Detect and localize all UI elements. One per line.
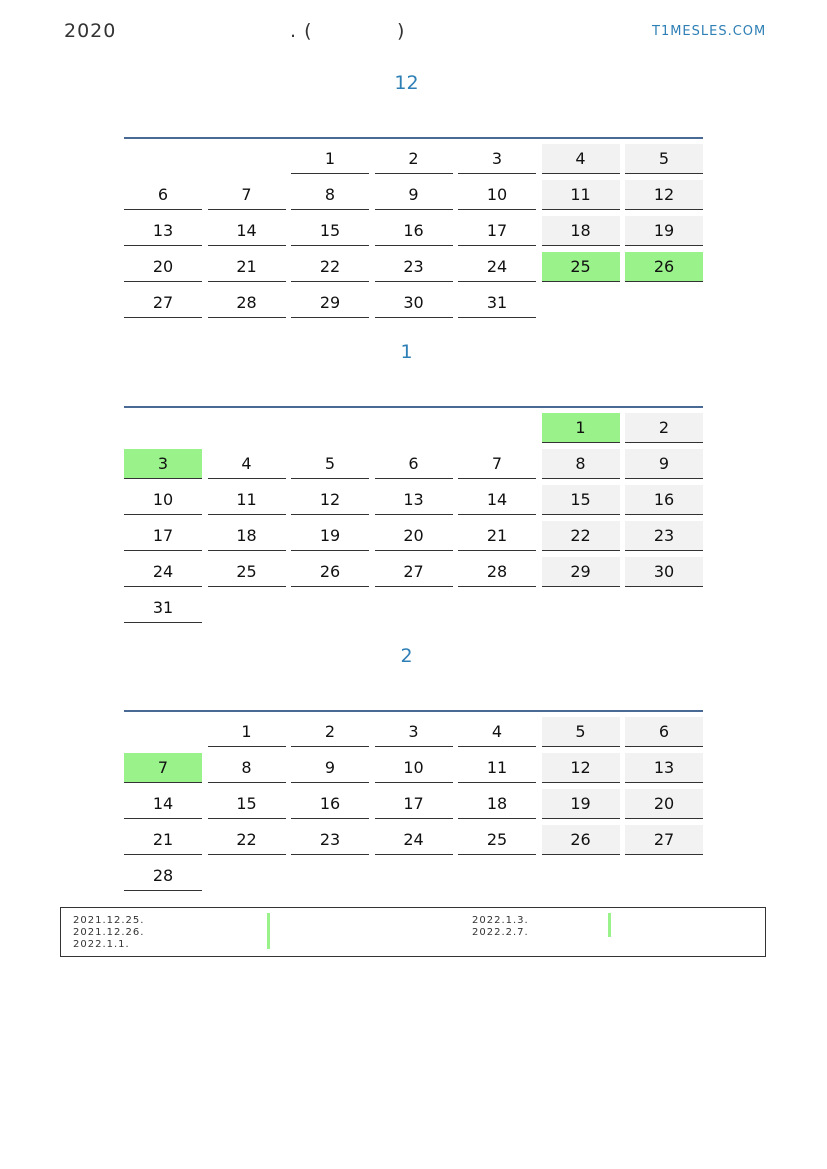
calendar-day: 19 <box>542 789 620 819</box>
holiday-marker-icon <box>267 937 270 949</box>
legend-date: 2021.12.26. <box>73 927 145 938</box>
calendar-day: 8 <box>208 753 286 783</box>
calendar-day: 2 <box>625 413 703 443</box>
calendar-day: 14 <box>124 789 202 819</box>
holiday-marker-icon <box>267 913 270 925</box>
calendar-day: 25 <box>208 557 286 587</box>
calendar-day: 20 <box>375 521 453 551</box>
calendar-day: 1 <box>542 413 620 443</box>
calendar-day: 5 <box>625 144 703 174</box>
calendar-day: 10 <box>458 180 536 210</box>
holiday-marker-icon <box>608 925 611 937</box>
calendar-day: 6 <box>124 180 202 210</box>
calendar-day: 4 <box>208 449 286 479</box>
calendar-day: 17 <box>458 216 536 246</box>
calendar-day: 17 <box>375 789 453 819</box>
calendar-day: 6 <box>625 717 703 747</box>
calendar-day: 13 <box>375 485 453 515</box>
calendar-day: 27 <box>375 557 453 587</box>
calendar-day: 4 <box>542 144 620 174</box>
calendar-day: 21 <box>458 521 536 551</box>
calendar-day: 8 <box>542 449 620 479</box>
calendar-day: 12 <box>625 180 703 210</box>
calendar-day: 16 <box>375 216 453 246</box>
calendar-day: 15 <box>291 216 369 246</box>
calendar-day: 20 <box>625 789 703 819</box>
calendar-day: 2 <box>291 717 369 747</box>
calendar-day: 15 <box>542 485 620 515</box>
calendar-day: 11 <box>458 753 536 783</box>
calendar-day: 7 <box>124 753 202 783</box>
calendar-january <box>124 406 703 628</box>
calendar-day: 29 <box>291 288 369 318</box>
calendar-day: 30 <box>625 557 703 587</box>
calendar-day: 19 <box>291 521 369 551</box>
calendar-day: 23 <box>375 252 453 282</box>
calendar-day: 10 <box>375 753 453 783</box>
holiday-marker-icon <box>608 913 611 925</box>
calendar-day: 13 <box>124 216 202 246</box>
calendar-day: 22 <box>291 252 369 282</box>
calendar-day: 9 <box>291 753 369 783</box>
header-subtitle: . ( ) <box>290 20 406 42</box>
calendar-day: 26 <box>542 825 620 855</box>
calendar-day: 29 <box>542 557 620 587</box>
calendar-day: 21 <box>124 825 202 855</box>
calendar-december <box>124 137 703 323</box>
calendar-day: 28 <box>124 861 202 891</box>
calendar-day: 12 <box>291 485 369 515</box>
calendar-day: 11 <box>542 180 620 210</box>
calendar-day: 7 <box>208 180 286 210</box>
calendar-day: 25 <box>458 825 536 855</box>
calendar-day: 28 <box>208 288 286 318</box>
calendar-day: 25 <box>542 252 620 282</box>
calendar-day: 16 <box>291 789 369 819</box>
calendar-day: 26 <box>291 557 369 587</box>
calendar-day: 17 <box>124 521 202 551</box>
calendar-day: 13 <box>625 753 703 783</box>
month-title-december: 12 <box>394 72 419 94</box>
month-title-february: 2 <box>400 645 413 667</box>
calendar-february <box>124 710 703 896</box>
calendar-day: 28 <box>458 557 536 587</box>
calendar-day: 22 <box>208 825 286 855</box>
calendar-day: 24 <box>124 557 202 587</box>
legend-date: 2022.2.7. <box>472 927 529 938</box>
holiday-marker-icon <box>267 925 270 937</box>
site-link[interactable]: T1MESLES.COM <box>652 24 767 39</box>
calendar-day: 1 <box>291 144 369 174</box>
calendar-day: 14 <box>208 216 286 246</box>
calendar-day: 27 <box>124 288 202 318</box>
holiday-legend <box>60 907 766 957</box>
calendar-day: 8 <box>291 180 369 210</box>
calendar-day: 10 <box>124 485 202 515</box>
calendar-day: 31 <box>124 593 202 623</box>
legend-date: 2022.1.3. <box>472 915 529 926</box>
month-title-january: 1 <box>400 341 413 363</box>
calendar-day: 24 <box>375 825 453 855</box>
calendar-day: 31 <box>458 288 536 318</box>
calendar-day: 3 <box>124 449 202 479</box>
calendar-day: 7 <box>458 449 536 479</box>
calendar-day: 16 <box>625 485 703 515</box>
calendar-day: 15 <box>208 789 286 819</box>
calendar-day: 9 <box>375 180 453 210</box>
calendar-day: 6 <box>375 449 453 479</box>
calendar-day: 21 <box>208 252 286 282</box>
legend-date: 2022.1.1. <box>73 939 130 950</box>
calendar-day: 23 <box>291 825 369 855</box>
calendar-day: 24 <box>458 252 536 282</box>
calendar-day: 27 <box>625 825 703 855</box>
calendar-day: 5 <box>542 717 620 747</box>
calendar-day: 5 <box>291 449 369 479</box>
calendar-day: 14 <box>458 485 536 515</box>
calendar-day: 3 <box>375 717 453 747</box>
legend-date: 2021.12.25. <box>73 915 145 926</box>
calendar-day: 9 <box>625 449 703 479</box>
calendar-day: 11 <box>208 485 286 515</box>
calendar-day: 3 <box>458 144 536 174</box>
calendar-day: 4 <box>458 717 536 747</box>
calendar-day: 1 <box>208 717 286 747</box>
calendar-day: 23 <box>625 521 703 551</box>
calendar-day: 20 <box>124 252 202 282</box>
calendar-day: 18 <box>542 216 620 246</box>
calendar-day: 19 <box>625 216 703 246</box>
calendar-day: 22 <box>542 521 620 551</box>
calendar-day: 18 <box>208 521 286 551</box>
header-year: 2020 <box>64 20 117 42</box>
calendar-day: 12 <box>542 753 620 783</box>
calendar-day: 18 <box>458 789 536 819</box>
calendar-day: 2 <box>375 144 453 174</box>
calendar-day: 26 <box>625 252 703 282</box>
calendar-day: 30 <box>375 288 453 318</box>
